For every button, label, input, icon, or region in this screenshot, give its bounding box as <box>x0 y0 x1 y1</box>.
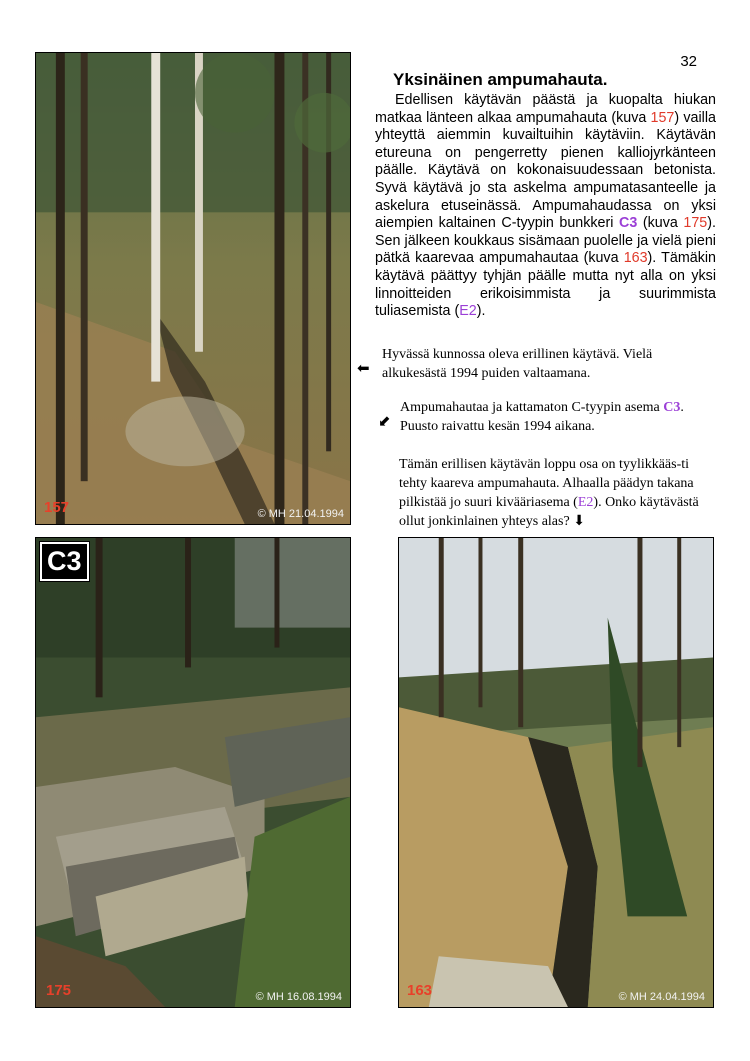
photo-157-number: 157 <box>44 499 70 516</box>
photo-157-image <box>36 53 350 524</box>
photo-175-copyright: © MH 16.08.1994 <box>255 991 342 1003</box>
ref-c3: C3 <box>619 215 638 232</box>
caption-163: Tämän erillisen käytävän loppu osa on tyylikkääs-ti tehty kaareva ampumahauta. Alhaalla päädyn takana pilkistää jo suuri kivääriasema (E2). Onko käytävästä ollut jonkinlainen yhteys alas? ⬇ <box>399 457 699 529</box>
photo-175-image <box>36 538 350 1007</box>
photo-163-image <box>399 538 713 1007</box>
left-arrow-icon: ⬅ <box>357 360 370 377</box>
caption-157: Hyvässä kunnossa oleva erillinen käytävä. Vielä alkukesästä 1994 puiden valtaamana. <box>382 347 653 381</box>
photo-157 <box>35 52 351 525</box>
section-title: Yksinäinen ampumahauta. <box>393 70 608 89</box>
photo-163 <box>398 537 714 1008</box>
photo-163-copyright: © MH 24.04.1994 <box>618 991 705 1003</box>
photo-175-number: 175 <box>46 982 72 999</box>
ref-175: 175 <box>683 215 708 232</box>
photo-163-number: 163 <box>407 982 433 999</box>
ref-e2: E2 <box>459 303 477 320</box>
ref-163: 163 <box>623 250 648 267</box>
caption-ref-e2: E2 <box>577 495 594 510</box>
ref-157: 157 <box>650 109 675 126</box>
down-arrow-icon: ⬇ <box>573 514 585 529</box>
body-text: Edellisen käytävän päästä ja kuopalta hiukan matkaa länteen alkaa ampumahauta (kuva 157) vailla yhteyttä aiemmin kuvailtuihin käytäviin. Käytävän etureuna on pengerretty pienen kalliojyrkänteen päälle. Käytävä on kokonaisuudessaan betonista. Syvä käytävä jo sta askelma ampumatasanteelle ja askelura etuseinässä. Ampumahaudassa on yksi aiempien kaltainen C-tyypin bunkkeri C3 (kuva 175). Sen jälkeen koukkaus sisämaan puolelle ja vielä pieni pätkä kaarevaa ampumahautaa (kuva 163). Tämäkin käytävä päättyy tyhjän päälle mutta nyt alla on yksi linnoitteiden erikoisimmista ja suurimmista tuliasemista (E2). <box>375 92 716 320</box>
page-number: 32 <box>680 53 697 70</box>
photo-157-copyright: © MH 21.04.1994 <box>257 508 344 520</box>
caption-ref-c3: C3 <box>663 400 681 415</box>
caption-175: Ampumahautaa ja kattamaton C-tyypin asema C3. Puusto raivattu kesän 1994 aikana. <box>400 400 684 434</box>
photo-175 <box>35 537 351 1008</box>
down-left-arrow-icon: ⬋ <box>378 413 391 430</box>
bunker-c3-badge: C3 <box>40 542 89 581</box>
